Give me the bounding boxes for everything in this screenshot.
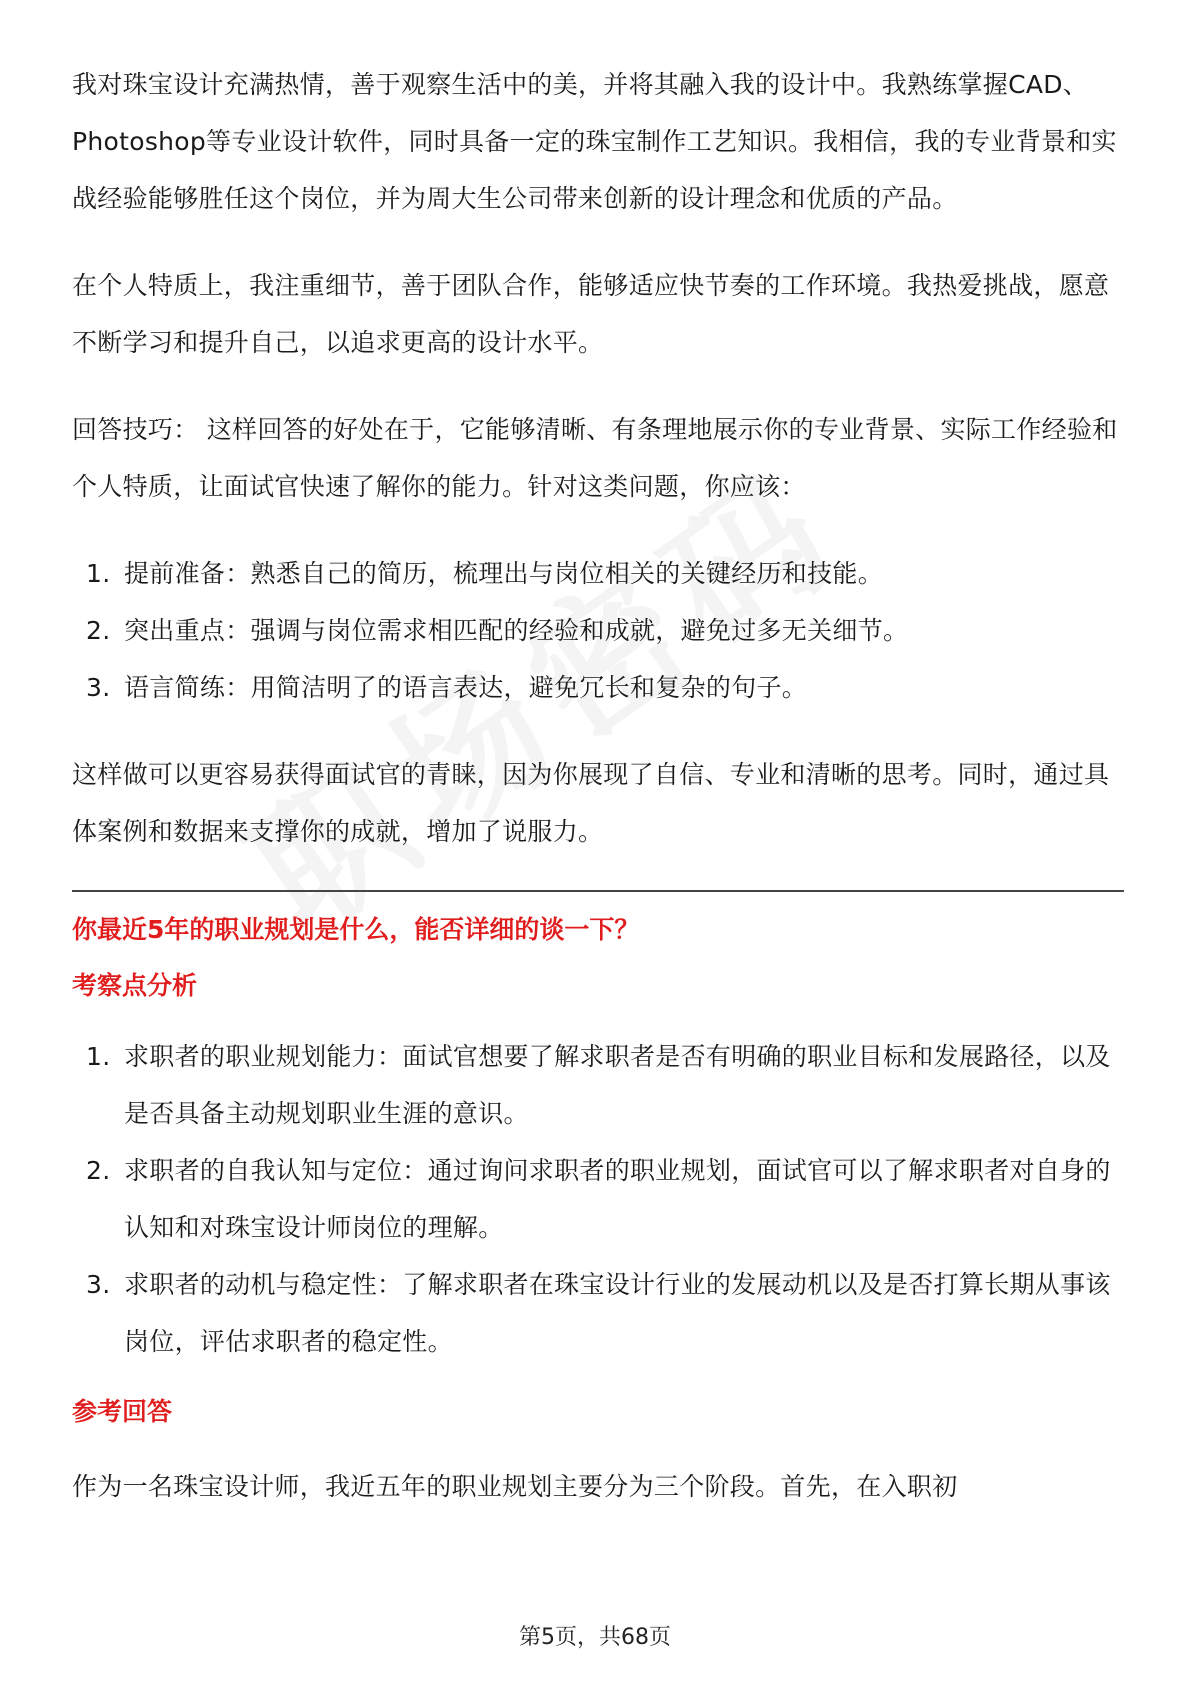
list-item: 3. 语言简练：用简洁明了的语言表达，避免冗长和复杂的句子。 xyxy=(86,673,808,702)
analysis-heading: 考察点分析 xyxy=(72,971,198,1000)
list-item: 2. 突出重点：强调与岗位需求相匹配的经验和成就，避免过多无关细节。 xyxy=(86,616,909,645)
list-item: 3. 求职者的动机与稳定性：了解求职者在珠宝设计行业的发展动机以及是否打算长期从事该岗位，评估求职者的稳定性。 xyxy=(86,1270,1111,1356)
answer-paragraph: 作为一名珠宝设计师，我近五年的职业规划主要分为三个阶段。首先，在入职初 xyxy=(72,1472,958,1501)
answer-heading: 参考回答 xyxy=(72,1397,173,1426)
page-content xyxy=(72,56,1122,1515)
tips-intro-paragraph: 回答技巧： 这样回答的好处在于，它能够清晰、有条理地展示你的专业背景、实际工作经验和个人特质，让面试官快速了解你的能力。针对这类问题，你应该： xyxy=(72,415,1118,501)
intro-paragraph-2: 在个人特质上，我注重细节，善于团队合作，能够适应快节奏的工作环境。我热爱挑战，愿意不断学习和提升自己，以追求更高的设计水平。 xyxy=(72,271,1110,357)
list-item: 1. 提前准备：熟悉自己的简历，梳理出与岗位相关的关键经历和技能。 xyxy=(86,559,884,588)
list-item: 1. 求职者的职业规划能力：面试官想要了解求职者是否有明确的职业目标和发展路径，以及是否具备主动规划职业生涯的意识。 xyxy=(86,1042,1111,1128)
summary-paragraph: 这样做可以更容易获得面试官的青睐，因为你展现了自信、专业和清晰的思考。同时，通过具体案例和数据来支撑你的成就，增加了说服力。 xyxy=(72,760,1110,846)
analysis-list xyxy=(72,1028,1122,1370)
question-heading: 你最近5年的职业规划是什么，能否详细的谈一下？ xyxy=(72,915,640,944)
page-number: 第5页，共68页 xyxy=(519,1625,671,1650)
list-item: 2. 求职者的自我认知与定位：通过询问求职者的职业规划，面试官可以了解求职者对自身的认知和对珠宝设计师岗位的理解。 xyxy=(86,1156,1111,1242)
intro-paragraph-1: 我对珠宝设计充满热情，善于观察生活中的美，并将其融入我的设计中。我熟练掌握CAD、Photoshop等专业设计软件，同时具备一定的珠宝制作工艺知识。我相信，我的专业背景和实战经验能够胜任这个岗位，并为周大生公司带来创新的设计理念和优质的产品。 xyxy=(72,70,1117,213)
tips-list xyxy=(72,545,1122,716)
